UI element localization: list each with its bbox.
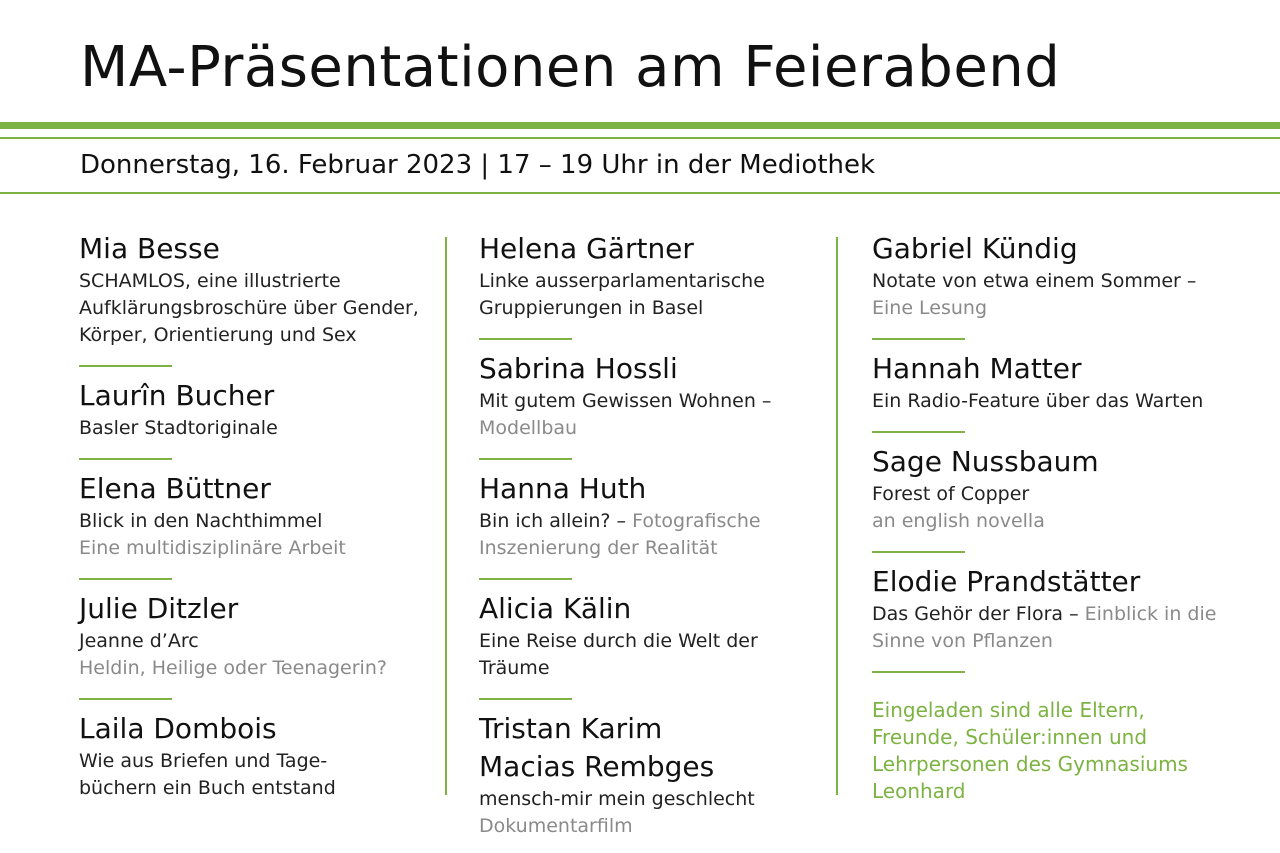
entry-separator [479, 338, 572, 340]
presentation-title: Mit gutem Gewissen Wohnen – [479, 390, 772, 412]
presentation-entry [479, 710, 824, 840]
title-main: MA-Präsentationen [80, 35, 617, 100]
header-rule-thin [0, 137, 1280, 139]
presenter-name: Julie Ditzler [79, 592, 239, 625]
presentation-title: mensch-mir mein geschlecht [479, 788, 755, 810]
presenter-name: Laurîn Bucher [79, 379, 275, 412]
presentation-title: Linke ausserparlamentarische Gruppierungen in Basel [479, 270, 765, 319]
presentation-title-with-subtitle [872, 601, 1232, 655]
entry-separator [872, 338, 965, 340]
entry-separator [479, 578, 572, 580]
presentations-column-1 [79, 230, 429, 802]
presentation-entry [79, 590, 429, 682]
presentation-title: Das Gehör der Flora – [872, 603, 1079, 625]
presenter-name: Tristan Karim [479, 712, 663, 745]
presentation-entry [872, 350, 1232, 415]
presentation-subtitle: Dokumentarfilm [479, 815, 633, 837]
presenter-name: Helena Gärtner [479, 232, 694, 265]
presentation-title: Basler Stadtoriginale [79, 417, 278, 439]
presentation-entry [872, 563, 1232, 655]
presenter-name: Laila Dombois [79, 712, 277, 745]
presentation-entry [79, 710, 429, 802]
presentation-title-with-subtitle [479, 388, 824, 442]
event-date-subtitle: Donnerstag, 16. Februar 2023 | 17 – 19 Uhr in der Mediothek [80, 150, 876, 180]
header-rule-thick [0, 122, 1280, 129]
presentation-subtitle: Eine Lesung [872, 297, 988, 319]
presenter-name: Sabrina Hossli [479, 352, 678, 385]
presentation-entry [79, 470, 429, 562]
presentation-title: Ein Radio-Feature über das Warten [872, 390, 1204, 412]
presentations-column-2 [479, 230, 824, 840]
presentation-entry [479, 590, 824, 682]
presentation-entry [479, 350, 824, 442]
presentation-subtitle: Eine multidisziplinäre Arbeit [79, 537, 346, 559]
presentation-title: Notate von etwa einem Sommer – [872, 270, 1197, 292]
presentation-title: Bin ich allein? – [479, 510, 627, 532]
presentation-title-continued: büchern ein Buch entstand [79, 777, 336, 799]
entry-separator [872, 551, 965, 553]
presentation-title: Wie aus Briefen und Tage- [79, 750, 328, 772]
entry-separator [872, 431, 965, 433]
presentation-title: Forest of Copper [872, 483, 1030, 505]
presentation-entry [79, 377, 429, 442]
presentation-title-with-subtitle [479, 508, 824, 562]
presentations-column-3 [872, 230, 1232, 805]
entry-separator [479, 698, 572, 700]
presenter-name: Hannah Matter [872, 352, 1082, 385]
column-divider-1 [445, 237, 447, 795]
presentation-subtitle: Fotografische Inszenierung der Realität [479, 510, 761, 559]
entry-separator [79, 698, 172, 700]
column-divider-2 [836, 237, 838, 795]
presentation-title-with-subtitle [872, 268, 1232, 322]
presenter-name: Hanna Huth [479, 472, 647, 505]
presenter-name: Gabriel Kündig [872, 232, 1078, 265]
entry-separator [79, 365, 172, 367]
presenter-name: Mia Besse [79, 232, 220, 265]
presentation-title: SCHAMLOS, eine illustrierte Aufklärungsbroschüre über Gender, Körper, Orientierung und Sex [79, 270, 419, 346]
entry-separator [872, 671, 965, 673]
presenter-name: Elodie Prandstätter [872, 565, 1141, 598]
entry-separator [79, 458, 172, 460]
presenter-name: Elena Büttner [79, 472, 271, 505]
presenter-name: Sage Nussbaum [872, 445, 1099, 478]
presentation-subtitle: an english novella [872, 510, 1045, 532]
presentation-entry [872, 230, 1232, 322]
presentation-entry [79, 230, 429, 349]
presentation-subtitle: Heldin, Heilige oder Teenagerin? [79, 657, 387, 679]
entry-separator [479, 458, 572, 460]
presenter-name-continued: Macias Rembges [479, 750, 715, 783]
presentation-entry [479, 470, 824, 562]
presenter-name: Alicia Kälin [479, 592, 632, 625]
entry-separator [79, 578, 172, 580]
presentation-subtitle: Modellbau [479, 417, 578, 439]
invitation-text: Eingeladen sind alle Eltern, Freunde, Schüler:innen und Lehrpersonen des Gymnasiums Leonhard [872, 698, 1188, 803]
presentation-title: Jeanne d’Arc [79, 630, 199, 652]
title-light: am Feierabend [635, 35, 1061, 100]
presentation-title: Eine Reise durch die Welt der Träume [479, 630, 758, 679]
presentation-subtitle: Einblick in die Sinne von Pflanzen [872, 603, 1217, 652]
subtitle-rule [0, 192, 1280, 194]
page-title [80, 28, 1060, 108]
presentation-entry [872, 443, 1232, 535]
presentation-entry [479, 230, 824, 322]
presentation-title: Blick in den Nachthimmel [79, 510, 323, 532]
